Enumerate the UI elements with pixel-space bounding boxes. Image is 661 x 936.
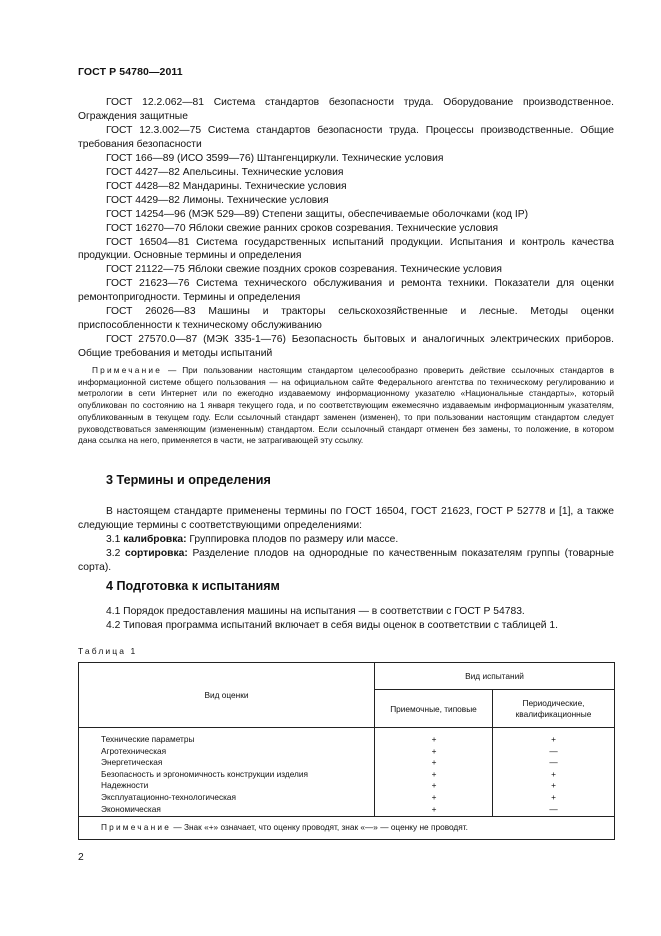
assessment-table [78, 662, 615, 840]
cell-acceptance: + [431, 734, 437, 744]
reference-item: ГОСТ 4429—82 Лимоны. Технические условия [106, 194, 329, 206]
table-row [79, 757, 614, 769]
note-label: Примечание [92, 365, 163, 375]
row-name: Безопасность и эргономичность конструкции изделия [101, 768, 309, 779]
term-name: калибровка: [123, 533, 187, 545]
table-row [79, 792, 614, 804]
cell-periodic: — [549, 745, 558, 756]
section-4-item: 4.1 Порядок предоставления машины на испытания — в соответствии с ГОСТ Р 54783. [106, 606, 525, 617]
table-note-label: Примечание [101, 822, 172, 832]
cell-periodic: + [551, 791, 556, 802]
header-acceptance-label: Приемочные, типовые [390, 703, 477, 714]
table-row [79, 746, 614, 758]
term-definition: Разделение плодов на однородные по качественным показателям группы (товарные сорта). [78, 547, 614, 573]
table-caption: Таблица 1 [78, 646, 138, 656]
normative-references [78, 96, 614, 361]
row-name: Экономическая [101, 803, 161, 814]
section-3-heading: 3 Термины и определения [106, 473, 271, 487]
row-name: Надежности [101, 780, 149, 791]
table-note-divider [79, 816, 614, 817]
header-assessment-type [79, 663, 375, 727]
row-name: Агротехническая [101, 745, 167, 756]
cell-acceptance: + [431, 791, 437, 802]
reference-item: ГОСТ 26026—83 Машины и тракторы сельскохозяйственные и лесные. Методы оценки приспособленности к техническому обслуживанию [78, 306, 614, 332]
reference-item: ГОСТ 27570.0—87 (МЭК 335-1—76) Безопасность бытовых и аналогичных электрических приборов. Общие требования и методы испытаний [78, 334, 614, 360]
table-row [79, 804, 614, 816]
cell-periodic: + [551, 780, 556, 791]
reference-item: ГОСТ 12.3.002—75 Система стандартов безопасности труда. Процессы производственные. Общие требования безопасности [78, 124, 614, 150]
table-note [101, 822, 468, 832]
term-item [78, 533, 614, 547]
cell-periodic: — [549, 757, 558, 768]
header-test-type-label: Вид испытаний [465, 671, 524, 681]
reference-item: ГОСТ 14254—96 (МЭК 529—89) Степени защиты, обеспечиваемые оболочками (код IP) [106, 208, 529, 220]
note-text: — При пользовании настоящим стандартом целесообразно проверить действие ссылочных стандартов в информационной системе общего пользования — на официальном сайте Федерального агентства по техническому регулированию и метрологии в сети Интернет или по ежегодно издаваемому информационному указателю «Национальные стандарты», который опубликован по состоянию на 1 января текущего года, и по соответствующим ежемесячно издаваемым информационным указателям, опубликованным в текущем году. Если ссылочный стандарт заменен (изменен), то при пользовании настоящим стандартом следует руководствоваться заменяющим (измененным) стандартом. Если ссылочный стандарт отменен без замены, то положение, в котором дана ссылка на него, применяется в части, не затрагивающей эту ссылку. [78, 365, 614, 446]
reference-item: ГОСТ 166—89 (ИСО 3599—76) Штангенциркули. Технические условия [106, 152, 444, 164]
references-note [78, 365, 614, 447]
section-4-heading: 4 Подготовка к испытаниям [106, 579, 280, 593]
document-header: ГОСТ Р 54780—2011 [78, 66, 183, 78]
cell-periodic: + [551, 768, 556, 779]
section-4-body [78, 605, 614, 633]
term-number: 3.2 [106, 547, 125, 559]
header-periodic [493, 690, 614, 727]
header-test-type [375, 663, 614, 690]
row-name: Эксплуатационно-технологическая [101, 791, 237, 802]
term-item [78, 547, 614, 575]
row-name: Технические параметры [101, 734, 195, 744]
page-number: 2 [78, 852, 84, 863]
cell-periodic: + [551, 734, 556, 744]
term-number: 3.1 [106, 533, 124, 545]
term-name: сортировка: [125, 547, 188, 559]
header-periodic-label: Периодические, квалификационные [515, 697, 592, 719]
section-4-item: 4.2 Типовая программа испытаний включает в себя виды оценок в соответствии с таблицей 1. [106, 619, 558, 631]
table-note-text: — Знак «+» означает, что оценку проводят, знак «—» — оценку не проводят. [171, 822, 468, 832]
header-assessment-label: Вид оценки [204, 690, 249, 700]
term-definition: Группировка плодов по размеру или массе. [186, 533, 399, 545]
table-body [79, 734, 614, 815]
cell-acceptance: + [431, 757, 437, 768]
header-acceptance [375, 690, 493, 727]
reference-item: ГОСТ 4427—82 Апельсины. Технические условия [106, 166, 344, 178]
reference-item: ГОСТ 12.2.062—81 Система стандартов безопасности труда. Оборудование производственное. Ограждения защитные [78, 97, 614, 122]
reference-item: ГОСТ 16504—81 Система государственных испытаний продукции. Испытания и контроль качества продукции. Основные термины и определения [78, 236, 614, 262]
cell-acceptance: + [431, 768, 437, 779]
reference-item: ГОСТ 21122—75 Яблоки свежие поздних сроков созревания. Технические условия [106, 264, 502, 276]
section-3-intro: В настоящем стандарте применены термины по ГОСТ 16504, ГОСТ 21623, ГОСТ Р 52778 и [1], а также следующие термины с соответствующими определениями: [78, 506, 614, 531]
reference-item: ГОСТ 21623—76 Система технического обслуживания и ремонта техники. Показатели для оценки ремонтопригодности. Термины и определения [78, 278, 614, 304]
table-row [79, 769, 614, 781]
reference-item: ГОСТ 4428—82 Мандарины. Технические условия [106, 180, 347, 192]
table-row [79, 734, 614, 746]
cell-acceptance: + [431, 803, 437, 814]
cell-acceptance: + [431, 780, 437, 791]
row-name: Энергетическая [101, 757, 163, 768]
table-row [79, 780, 614, 792]
cell-periodic: — [549, 803, 558, 814]
cell-acceptance: + [431, 745, 437, 756]
section-3-body [78, 505, 614, 575]
reference-item: ГОСТ 16270—70 Яблоки свежие ранних сроков созревания. Технические условия [106, 222, 499, 234]
